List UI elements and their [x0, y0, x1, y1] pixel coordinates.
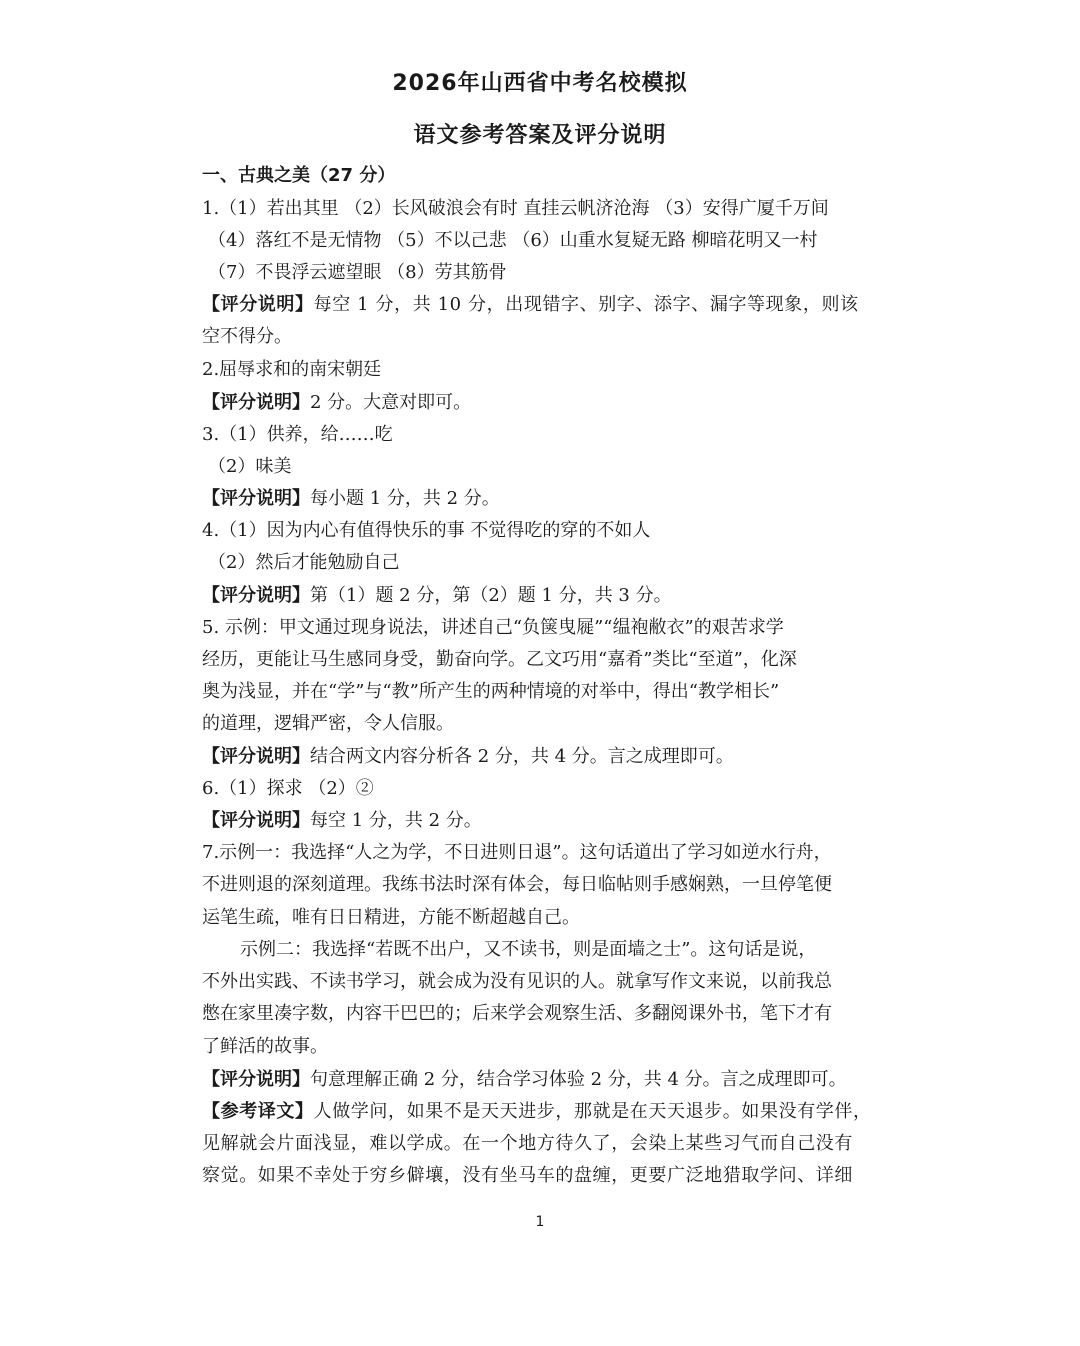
scoring-note-label: 【评分说明】	[202, 488, 310, 509]
scoring-note	[202, 1068, 892, 1092]
section-heading: 一、古典之美（27 分）	[202, 165, 396, 186]
answer-line: 奥为浅显，并在“学”与“教”所产生的两种情境的对举中，得出“教学相长”	[202, 681, 780, 702]
scoring-note	[202, 745, 892, 769]
scoring-note-text: 每空 1 分，共 10 分，出现错字、别字、添字、漏字等现象，则该	[313, 294, 859, 315]
scoring-note-text: 每小题 1 分，共 2 分。	[310, 488, 500, 509]
scoring-note-text: 2 分。大意对即可。	[310, 392, 472, 413]
scoring-note-cont: 空不得分。	[202, 326, 292, 347]
reference-translation-label: 【参考译文】	[202, 1101, 314, 1122]
answer-line: 运笔生疏，唯有日日精进，方能不断超越自己。	[202, 907, 580, 928]
scoring-note-text: 句意理解正确 2 分，结合学习体验 2 分，共 4 分。言之成理即可。	[310, 1069, 847, 1090]
answer-line: （7）不畏浮云遮望眼 （8）劳其筋骨	[208, 262, 507, 283]
scoring-note-label: 【评分说明】	[202, 810, 310, 831]
reference-translation-text: 人做学问，如果不是天天进步，那就是在天天退步。如果没有学伴，	[313, 1101, 872, 1122]
scoring-note	[202, 584, 892, 608]
scoring-note	[202, 391, 892, 415]
answer-line: 不外出实践、不读书学习，就会成为没有见识的人。就拿写作文来说，以前我总	[202, 971, 832, 992]
scoring-note-label: 【评分说明】	[202, 585, 310, 606]
reference-translation-line: 察觉。如果不幸处于穷乡僻壤，没有坐马车的盘缠，更要广泛地猎取学问、详细	[202, 1165, 853, 1186]
answer-line: 2.屈辱求和的南宋朝廷	[202, 359, 382, 380]
answer-line: 5. 示例：甲文通过现身说法，讲述自己“负箧曳屣”“缊袍敝衣”的艰苦求学	[202, 617, 784, 638]
scoring-note	[202, 487, 892, 511]
scoring-note-label: 【评分说明】	[202, 392, 310, 413]
answer-line: 6.（1）探求 （2）②	[202, 778, 374, 799]
scoring-note	[202, 293, 892, 317]
answer-line: 4.（1）因为内心有值得快乐的事 不觉得吃的穿的不如人	[202, 520, 651, 541]
scoring-note-label: 【评分说明】	[202, 1069, 310, 1090]
answer-line: 经历，更能让马生感同身受，勤奋向学。乙文巧用“嘉肴”类比“至道”，化深	[202, 649, 797, 670]
answer-line: 7.示例一：我选择“人之为学，不日进则日退”。这句话道出了学习如逆水行舟，	[202, 842, 832, 863]
answer-line: 1.（1）若出其里 （2）长风破浪会有时 直挂云帆济沧海 （3）安得广厦千万间	[202, 198, 829, 219]
scoring-note-text: 每空 1 分，共 2 分。	[310, 810, 482, 831]
reference-translation	[202, 1100, 892, 1124]
page-number: 1	[535, 1214, 545, 1230]
answer-line: （2）然后才能勉励自己	[208, 552, 400, 573]
reference-translation-line: 见解就会片面浅显，难以学成。在一个地方待久了，会染上某些习气而自己没有	[202, 1133, 853, 1154]
scoring-note-label: 【评分说明】	[202, 294, 314, 315]
page-subtitle: 语文参考答案及评分说明	[413, 123, 667, 148]
answer-line: 了鲜活的故事。	[202, 1036, 328, 1057]
answer-line: 示例二：我选择“若既不出户，又不读书，则是面墙之士”。这句话是说，	[240, 939, 817, 960]
scoring-note	[202, 809, 892, 833]
page-title: 2026年山西省中考名校模拟	[392, 71, 688, 96]
scoring-note-text: 第（1）题 2 分，第（2）题 1 分，共 3 分。	[310, 585, 672, 606]
answer-line: 3.（1）供养，给……吃	[202, 424, 393, 445]
answer-line: 的道理，逻辑严密，令人信服。	[202, 713, 454, 734]
answer-line: 不进则退的深刻道理。我练书法时深有体会，每日临帖则手感娴熟，一旦停笔便	[202, 874, 832, 895]
answer-line: （4）落红不是无情物 （5）不以己悲 （6）山重水复疑无路 柳暗花明又一村	[208, 230, 818, 251]
scoring-note-label: 【评分说明】	[202, 746, 310, 767]
answer-line: 憋在家里凑字数，内容干巴巴的；后来学会观察生活、多翻阅课外书，笔下才有	[202, 1003, 832, 1024]
scoring-note-text: 结合两文内容分析各 2 分，共 4 分。言之成理即可。	[310, 746, 734, 767]
answer-line: （2）味美	[208, 456, 292, 477]
